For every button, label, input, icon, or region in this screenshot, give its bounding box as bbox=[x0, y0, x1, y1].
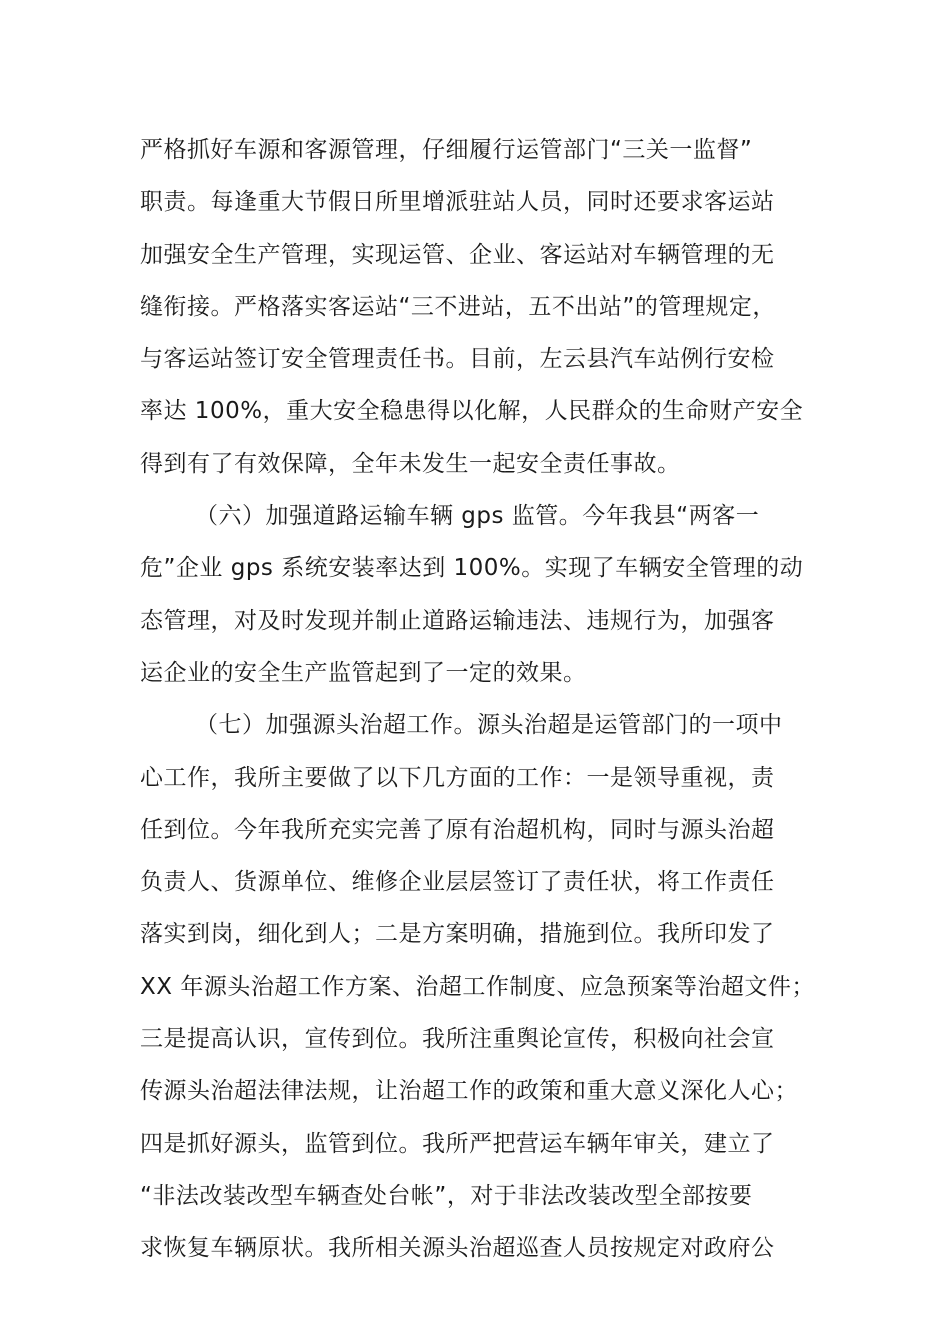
paragraph-seven-first-line: （七）加强源头治超工作。源头治超是运管部门的一项中 bbox=[195, 712, 783, 739]
text-line: 运企业的安全生产监管起到了一定的效果。 bbox=[140, 659, 587, 686]
text-line: XX 年源头治超工作方案、治超工作制度、应急预案等治超文件； bbox=[140, 973, 815, 1000]
text-line: 心工作，我所主要做了以下几方面的工作：一是领导重视，责 bbox=[140, 764, 775, 791]
text-line: “非法改装改型车辆查处台帐”，对于非法改装改型全部按要 bbox=[140, 1182, 753, 1209]
text-line: 四是抓好源头，监管到位。我所严把营运车辆年审关，建立了 bbox=[140, 1130, 775, 1157]
text-line: 落实到岗，细化到人；二是方案明确，措施到位。我所印发了 bbox=[140, 921, 775, 948]
text-line: 传源头治超法律法规，让治超工作的政策和重大意义深化人心； bbox=[140, 1078, 798, 1105]
text-line: 与客运站签订安全管理责任书。目前，左云县汽车站例行安检 bbox=[140, 346, 775, 373]
body-text bbox=[140, 124, 815, 1275]
text-line: 三是提高认识，宣传到位。我所注重舆论宣传，积极向社会宣 bbox=[140, 1026, 775, 1053]
text-line: 得到有了有效保障，全年未发生一起安全责任事故。 bbox=[140, 450, 681, 477]
text-line: 率达 100%，重大安全稳患得以化解，人民群众的生命财产安全 bbox=[140, 398, 804, 425]
text-line: 危”企业 gps 系统安装率达到 100%。实现了车辆安全管理的动 bbox=[140, 555, 804, 582]
text-line: 求恢复车辆原状。我所相关源头治超巡查人员按规定对政府公 bbox=[140, 1235, 775, 1262]
text-line: 职责。每逢重大节假日所里增派驻站人员，同时还要求客运站 bbox=[140, 189, 775, 216]
text-line: 态管理，对及时发现并制止道路运输违法、违规行为，加强客 bbox=[140, 607, 775, 634]
text-line: 任到位。今年我所充实完善了原有治超机构，同时与源头治超 bbox=[140, 816, 775, 843]
text-line: 加强安全生产管理，实现运管、企业、客运站对车辆管理的无 bbox=[140, 241, 775, 268]
paragraph-six-first-line: （六）加强道路运输车辆 gps 监管。今年我县“两客一 bbox=[195, 503, 760, 530]
text-line: 严格抓好车源和客源管理，仔细履行运管部门“三关一监督” bbox=[140, 137, 753, 163]
text-line: 负责人、货源单位、维修企业层层签订了责任状，将工作责任 bbox=[140, 869, 775, 896]
text-line: 缝衔接。严格落实客运站“三不进站，五不出站”的管理规定， bbox=[140, 293, 776, 320]
